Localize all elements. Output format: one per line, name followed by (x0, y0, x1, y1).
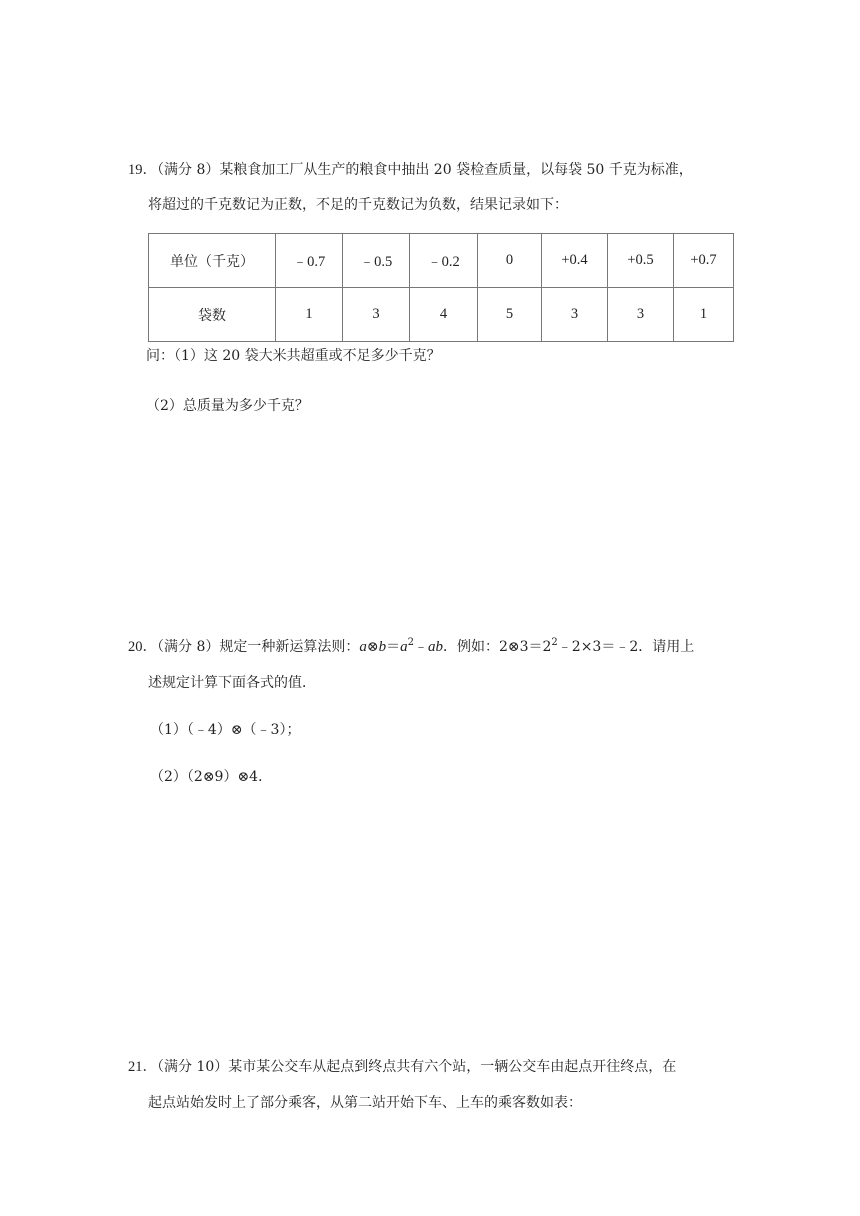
q20-eq: ＝ (386, 639, 401, 655)
table-cell: ﹣0.7 (276, 234, 343, 288)
table-row-count (149, 288, 734, 342)
table-header-count: 袋数 (149, 288, 276, 342)
q20-var-a: a (359, 639, 367, 655)
q20-var-ab: ab (427, 639, 443, 655)
q20-var-b: b (378, 639, 387, 655)
q20-example-sup: 2 (551, 637, 558, 648)
table-cell: +0.4 (542, 234, 608, 288)
q19-sub1: 问：（1）这 20 袋大米共超重或不足多少千克？ (146, 348, 441, 364)
q20-head: （满分 8）规定一种新运算法则： (157, 639, 360, 655)
q21-line1 (128, 1057, 676, 1077)
q20-example: ．例如：2⊗3＝2 (442, 639, 552, 655)
table-cell: 4 (410, 288, 478, 342)
table-cell: 1 (674, 288, 734, 342)
q20-sup: 2 (407, 637, 414, 648)
q19-line2: 将超过的千克数记为正数，不足的千克数记为负数，结果记录如下： (148, 197, 568, 213)
table-cell: 3 (608, 288, 674, 342)
table-row-weight (149, 234, 734, 288)
table-cell: 1 (276, 288, 343, 342)
table-cell: ﹣0.5 (343, 234, 410, 288)
table-cell: 3 (343, 288, 410, 342)
q21-text-line1: （满分 10）某市某公交车从起点到终点共有六个站，一辆公交车由起点开往终点，在 (157, 1059, 677, 1075)
q20-sub1: （1）（﹣4）⊗（﹣3）； (150, 722, 301, 738)
q20-minus: ﹣ (413, 639, 428, 655)
q20-example-tail: ﹣2×3＝﹣2．请用上 (557, 639, 695, 655)
q20-var-a2: a (400, 639, 408, 655)
q20-line2: 述规定计算下面各式的值． (148, 675, 316, 691)
table-cell: 3 (542, 288, 608, 342)
table-cell: 0 (478, 234, 542, 288)
q20-line1 (128, 637, 694, 657)
q21-number: 21． (128, 1059, 157, 1075)
q19-table (148, 233, 734, 342)
q21-line2: 起点站始发时上了部分乘客，从第二站开始下车、上车的乘客数如表： (148, 1095, 582, 1111)
table-header-weight: 单位（千克） (149, 234, 276, 288)
table-cell: +0.7 (674, 234, 734, 288)
q20-sub2: （2）（2⊗9）⊗4． (150, 769, 273, 785)
q19-line1 (128, 160, 693, 180)
q20-op: ⊗ (366, 639, 379, 655)
table-cell: ﹣0.2 (410, 234, 478, 288)
table-cell: 5 (478, 288, 542, 342)
q19-number: 19． (128, 162, 157, 178)
table-cell: +0.5 (608, 234, 674, 288)
q19-text-line1: （满分 8）某粮食加工厂从生产的粮食中抽出 20 袋检查质量，以每袋 50 千克为标准， (157, 162, 693, 178)
q19-sub2: （2）总质量为多少千克？ (146, 398, 309, 414)
q20-number: 20． (128, 639, 157, 655)
